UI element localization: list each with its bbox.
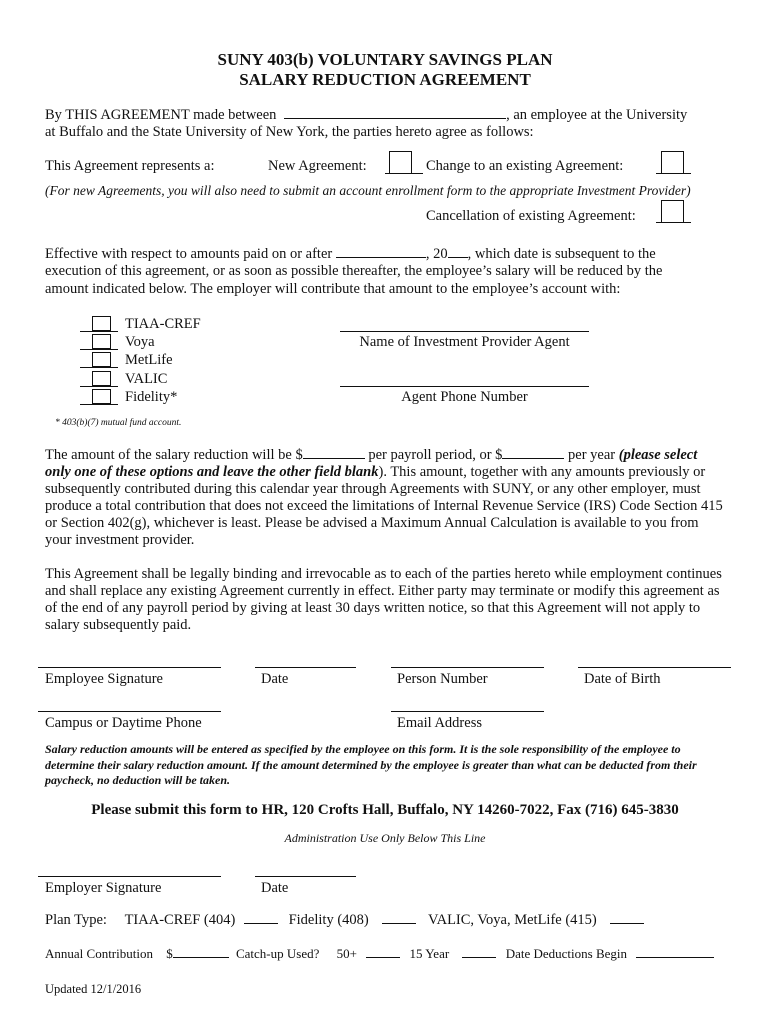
new-agreement-checkbox[interactable]: [389, 151, 412, 174]
email-field[interactable]: [391, 711, 544, 712]
provider-underline: [80, 404, 118, 405]
agent-phone-field[interactable]: [340, 386, 589, 387]
fifty-plus-label: 50+: [336, 946, 357, 961]
amount-paragraph: [45, 446, 725, 549]
provider-checkbox-metlife[interactable]: [92, 352, 111, 367]
intro-prefix: By THIS AGREEMENT made between: [45, 107, 277, 123]
change-agreement-checkbox[interactable]: [661, 151, 684, 174]
cancellation-checkbox[interactable]: [661, 200, 684, 223]
admin-use-line: Administration Use Only Below This Line: [284, 831, 486, 845]
catch-up-label: Catch-up Used?: [235, 946, 320, 961]
effective-line1: [45, 245, 656, 263]
plan-type-label: Plan Type:: [45, 912, 107, 928]
provider-label-tiaa: TIAA-CREF: [125, 316, 201, 332]
campus-phone-field[interactable]: [38, 711, 221, 712]
amount-text-e: ). This amount, together with any amounts previously or subsequently contributed during this calendar year through Agreements with SUNY, or any other employer, must produce a total contribution that does not exceed the limitations of Internal Revenue Service (IRS) Code Section 415 or Section 402(g), whichever is least. Please be advised a Maximum Annual Calculation is available to you from your investment provider.: [45, 464, 723, 548]
provider-checkbox-tiaa[interactable]: [92, 316, 111, 331]
campus-phone-label: Campus or Daytime Phone: [45, 715, 202, 731]
provider-underline: [80, 331, 118, 332]
plan-fidelity-label: Fidelity (408): [288, 912, 369, 928]
payroll-amount-field[interactable]: [303, 446, 365, 459]
agreement-type-label: This Agreement represents a:: [45, 158, 215, 174]
provider-label-valic: VALIC: [125, 371, 168, 387]
employer-date-label: Date: [261, 880, 289, 896]
annual-contribution-row: [45, 945, 714, 962]
employer-signature-field[interactable]: [38, 876, 221, 877]
person-number-field[interactable]: [391, 667, 544, 668]
employer-date-field[interactable]: [255, 876, 356, 877]
effective-line2: execution of this agreement, or as soon as possible thereafter, the employee’s salary will be reduced by the: [45, 263, 663, 279]
plan-valic-label: VALIC, Voya, MetLife (415): [428, 912, 597, 928]
fifty-plus-field[interactable]: [366, 945, 400, 958]
employee-date-label: Date: [261, 671, 289, 687]
change-agreement-underline: [656, 173, 691, 174]
effective-year-field[interactable]: [448, 245, 468, 258]
amount-text-c: per year: [568, 447, 616, 463]
disclaimer-text: Salary reduction amounts will be entered as specified by the employee on this form. It is the sole responsibility of the employee to determine their salary reduction amount. If the amount determined by the employee is greater than what can be deducted from their paycheck, no deduction will be taken.: [45, 742, 697, 787]
date-deductions-field[interactable]: [636, 945, 714, 958]
plan-valic-field[interactable]: [610, 911, 644, 924]
employee-signature-label: Employee Signature: [45, 671, 163, 687]
form-title-line2: SALARY REDUCTION AGREEMENT: [239, 70, 531, 89]
provider-underline: [80, 349, 118, 350]
plan-type-row: [45, 911, 644, 929]
employee-date-field[interactable]: [255, 667, 356, 668]
annual-contribution-field[interactable]: [173, 945, 229, 958]
agent-phone-label: Agent Phone Number: [401, 389, 528, 405]
amount-text-a: The amount of the salary reduction will be $: [45, 447, 303, 463]
dollar-sign: $: [166, 946, 173, 961]
footnote-403b7: * 403(b)(7) mutual fund account.: [55, 418, 182, 428]
agent-name-label: Name of Investment Provider Agent: [359, 334, 570, 350]
provider-label-metlife: MetLife: [125, 352, 173, 368]
binding-paragraph: This Agreement shall be legally binding and irrevocable as to each of the parties hereto while employment continues and shall replace any existing Agreement currently in effect. Either party may terminate or modify this agreement as of the end of any payroll period by giving at least 30 days written notice, so that this Agreement will not apply to salary subsequently paid.: [45, 566, 722, 633]
agent-name-field[interactable]: [340, 331, 589, 332]
updated-date: Updated 12/1/2016: [45, 982, 142, 996]
effective-line3: amount indicated below. The employer will contribute that amount to the employee’s account with:: [45, 281, 621, 297]
person-number-label: Person Number: [397, 671, 488, 687]
change-agreement-label: Change to an existing Agreement:: [426, 158, 624, 174]
effective-text-c: , which date is subsequent to the: [467, 246, 656, 262]
amount-instruction: (please select only one of these options and leave the other field blank: [45, 447, 698, 480]
submit-instructions: Please submit this form to HR, 120 Crofts Hall, Buffalo, NY 14260-7022, Fax (716) 645-3830: [91, 802, 679, 818]
provider-checkbox-voya[interactable]: [92, 334, 111, 349]
intro-line2: at Buffalo and the State University of New York, the parties hereto agree as follows:: [45, 124, 534, 140]
plan-fidelity-field[interactable]: [382, 911, 416, 924]
plan-tiaa-field[interactable]: [244, 911, 278, 924]
provider-label-fidelity: Fidelity*: [125, 389, 178, 405]
effective-text-b: , 20: [425, 246, 448, 262]
yearly-amount-field[interactable]: [502, 446, 564, 459]
employee-signature-field[interactable]: [38, 667, 221, 668]
date-deductions-label: Date Deductions Begin: [505, 946, 627, 961]
provider-checkbox-valic[interactable]: [92, 371, 111, 386]
email-label: Email Address: [397, 715, 482, 731]
cancellation-label: Cancellation of existing Agreement:: [426, 208, 636, 224]
new-agreement-underline: [385, 173, 423, 174]
provider-underline: [80, 367, 118, 368]
new-agreement-label: New Agreement:: [268, 158, 367, 174]
amount-text-b: per payroll period, or $: [368, 447, 503, 463]
intro-suffix: , an employee at the University: [506, 107, 688, 123]
annual-contribution-label: Annual Contribution: [45, 946, 153, 961]
date-of-birth-field[interactable]: [578, 667, 731, 668]
provider-checkbox-fidelity[interactable]: [92, 389, 111, 404]
provider-underline: [80, 386, 118, 387]
intro-line1: [45, 106, 687, 124]
fifteen-year-label: 15 Year: [409, 946, 450, 961]
employer-signature-label: Employer Signature: [45, 880, 162, 896]
cancellation-underline: [656, 222, 691, 223]
employee-name-field[interactable]: [284, 106, 506, 119]
provider-label-voya: Voya: [125, 334, 155, 350]
date-of-birth-label: Date of Birth: [584, 671, 661, 687]
plan-tiaa-label: TIAA-CREF (404): [124, 912, 236, 928]
effective-text-a: Effective with respect to amounts paid on or after: [45, 246, 333, 262]
effective-date-field[interactable]: [336, 245, 426, 258]
fifteen-year-field[interactable]: [462, 945, 496, 958]
new-agreement-note: (For new Agreements, you will also need to submit an account enrollment form to the appropriate Investment Provider): [45, 183, 691, 198]
form-title-line1: SUNY 403(b) VOLUNTARY SAVINGS PLAN: [217, 50, 553, 69]
